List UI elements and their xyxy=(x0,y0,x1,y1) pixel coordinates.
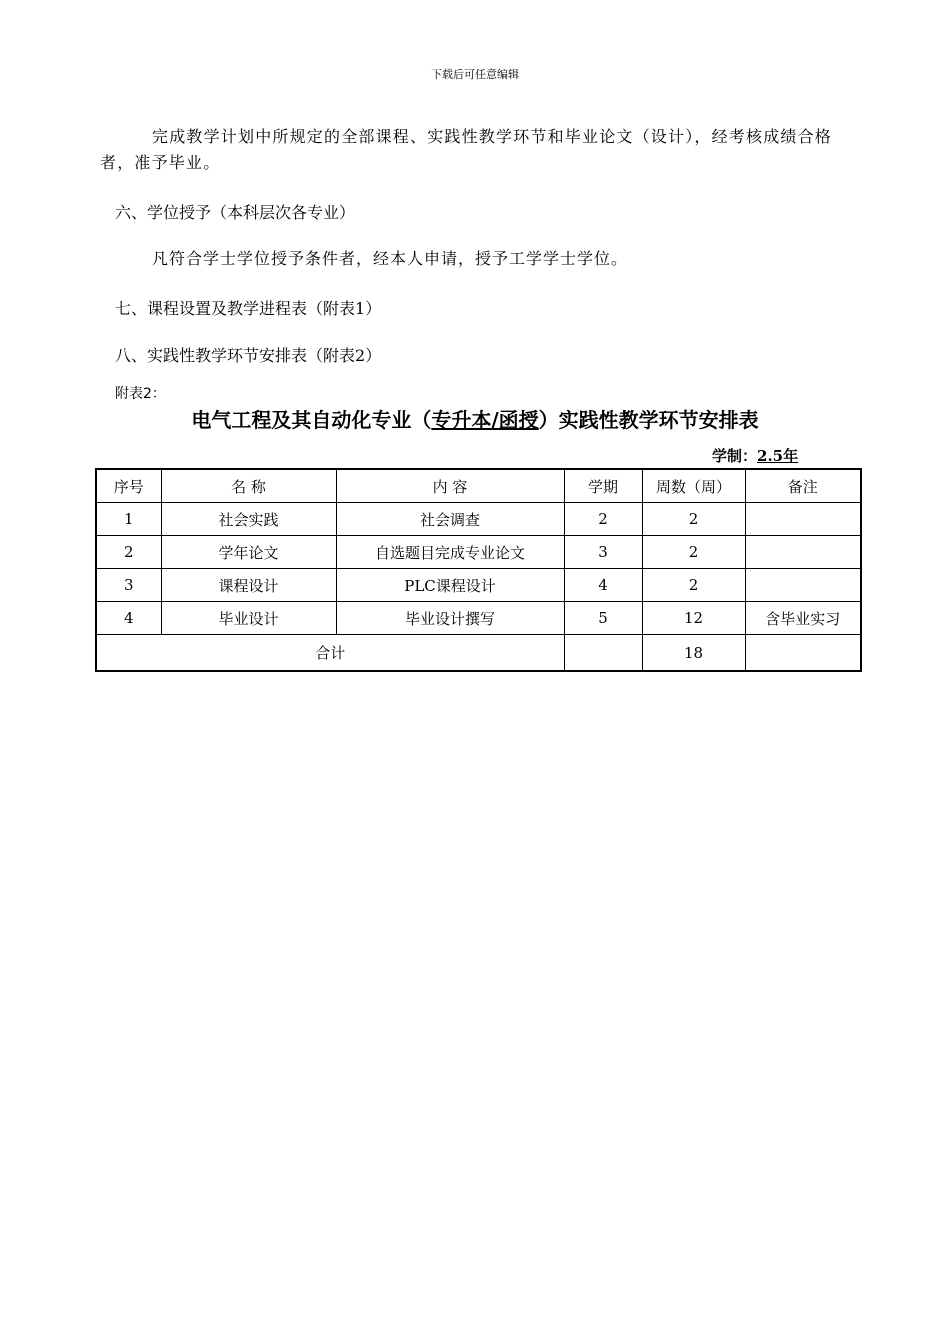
graduation-paragraph: 完成教学计划中所规定的全部课程、实践性教学环节和毕业论文（设计），经考核成绩合格者，准予毕业。 xyxy=(100,127,833,172)
cell-index: 2 xyxy=(96,536,161,569)
section-6-title: 六、学位授予 xyxy=(115,203,212,222)
table-row xyxy=(96,602,861,635)
duration-value: 2.5年 xyxy=(757,447,799,465)
cell-term: 3 xyxy=(564,536,642,569)
table-total-row xyxy=(96,635,861,672)
cell-weeks: 2 xyxy=(642,536,745,569)
total-notes xyxy=(745,635,861,672)
cell-index: 3 xyxy=(96,569,161,602)
cell-term: 2 xyxy=(564,503,642,536)
header-term: 学期 xyxy=(564,469,642,503)
cell-content: 社会调查 xyxy=(336,503,564,536)
table-row xyxy=(96,536,861,569)
section-8-title: 八、实践性教学环节安排表 xyxy=(115,346,308,365)
cell-name: 毕业设计 xyxy=(161,602,336,635)
total-label: 合计 xyxy=(96,635,564,672)
section-7-title: 七、课程设置及教学进程表 xyxy=(115,299,308,318)
degree-paragraph: 凡符合学士学位授予条件者，经本人申请，授予工学学士学位。 xyxy=(152,249,629,268)
table-title-u1: 专升本 xyxy=(431,408,492,432)
header-name: 名 称 xyxy=(161,469,336,503)
cell-term: 4 xyxy=(564,569,642,602)
table-header-row xyxy=(96,469,861,503)
cell-content: 毕业设计撰写 xyxy=(336,602,564,635)
cell-content: PLC课程设计 xyxy=(336,569,564,602)
header-index: 序号 xyxy=(96,469,161,503)
duration-label: 学制： xyxy=(712,447,758,465)
cell-index: 1 xyxy=(96,503,161,536)
table-row xyxy=(96,569,861,602)
table-title-u2: 函授 xyxy=(498,408,539,432)
cell-notes xyxy=(745,503,861,536)
cell-weeks: 12 xyxy=(642,602,745,635)
section-7-note: （附表1） xyxy=(307,299,382,318)
table-title-sep: / xyxy=(491,408,499,432)
cell-notes: 含毕业实习 xyxy=(745,602,861,635)
section-6-note: （本科层次各专业） xyxy=(211,203,356,222)
section-8-note: （附表2） xyxy=(307,346,382,365)
total-term xyxy=(564,635,642,672)
cell-name: 社会实践 xyxy=(161,503,336,536)
total-weeks: 18 xyxy=(642,635,745,672)
cell-notes xyxy=(745,569,861,602)
table-title-part1: 电气工程及其自动化专业（ xyxy=(191,408,432,432)
header-weeks: 周数（周） xyxy=(642,469,745,503)
page-header: 下载后可任意编辑 xyxy=(431,68,519,81)
cell-notes xyxy=(745,536,861,569)
table-title xyxy=(0,404,950,433)
section-6-heading xyxy=(115,200,355,223)
cell-content: 自选题目完成专业论文 xyxy=(336,536,564,569)
header-content: 内 容 xyxy=(336,469,564,503)
cell-weeks: 2 xyxy=(642,503,745,536)
section-7-heading xyxy=(115,296,381,319)
practice-schedule-table xyxy=(95,468,862,672)
cell-term: 5 xyxy=(564,602,642,635)
table-row xyxy=(96,503,861,536)
table-title-part2: ）实践性教学环节安排表 xyxy=(538,408,759,432)
duration xyxy=(712,445,798,466)
section-8-heading xyxy=(115,343,381,366)
cell-name: 学年论文 xyxy=(161,536,336,569)
cell-name: 课程设计 xyxy=(161,569,336,602)
header-notes: 备注 xyxy=(745,469,861,503)
cell-weeks: 2 xyxy=(642,569,745,602)
cell-index: 4 xyxy=(96,602,161,635)
appendix-label: 附表2： xyxy=(115,386,166,402)
